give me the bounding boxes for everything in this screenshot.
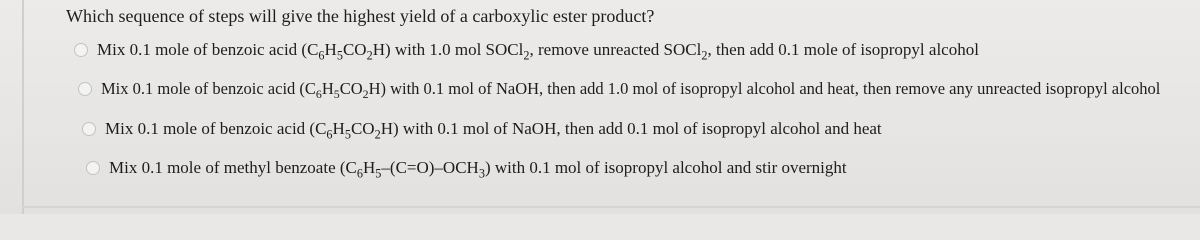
left-border xyxy=(22,0,24,214)
radio-button-icon[interactable] xyxy=(82,122,96,136)
option-b[interactable] xyxy=(78,79,1161,102)
option-a[interactable] xyxy=(74,40,979,63)
radio-button-icon[interactable] xyxy=(78,82,92,96)
radio-button-icon[interactable] xyxy=(86,161,100,175)
bottom-border xyxy=(22,206,1200,208)
option-a-label: Mix 0.1 mole of benzoic acid $(C_6H_5CO_2H)$ with 1.0 mol SOCl$_2$, remove unreacted SOCl$_2$, then add 0.1 mole of isopropyl alcohol xyxy=(97,40,979,63)
option-d[interactable] xyxy=(86,158,847,181)
radio-button-icon[interactable] xyxy=(74,43,88,57)
option-c[interactable] xyxy=(82,119,882,142)
option-b-label: Mix 0.1 mole of benzoic acid $(C_6H_5CO_2H)$ with 0.1 mol of NaOH, then add 1.0 mol of isopropyl alcohol and heat, then remove any unreacted isopropyl alcohol xyxy=(101,79,1161,102)
option-d-label: Mix 0.1 mole of methyl benzoate $(C_6H_5-(C=O)-OCH_3)$ with 0.1 mol of isopropyl alcohol and stir overnight xyxy=(109,158,847,181)
option-c-label: Mix 0.1 mole of benzoic acid $(C_6H_5CO_2H)$ with 0.1 mol of NaOH, then add 0.1 mol of isopropyl alcohol and heat xyxy=(105,119,882,142)
question-text: Which sequence of steps will give the highest yield of a carboxylic ester product? xyxy=(66,6,655,26)
